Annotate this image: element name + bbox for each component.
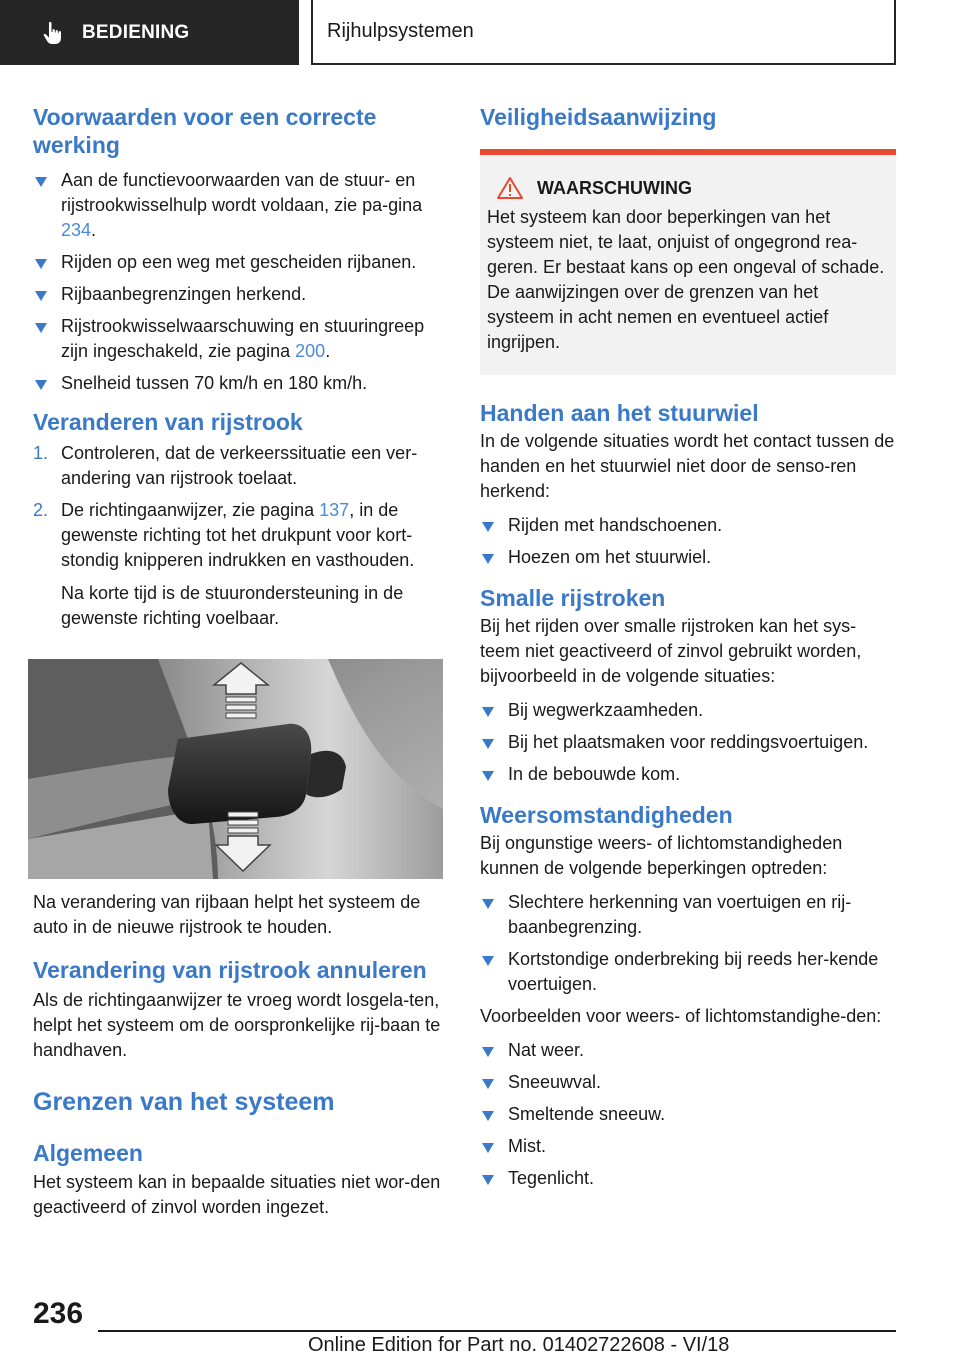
step-note: Na korte tijd is de stuurondersteuning in de gewenste richting voelbaar.	[61, 583, 404, 628]
weather-list	[480, 890, 896, 997]
conditions-list	[33, 168, 446, 396]
item-text-tail: .	[325, 341, 331, 361]
step-item	[33, 498, 446, 573]
footer-rule	[98, 1330, 896, 1332]
warning-box	[480, 149, 896, 375]
item-text: Rijden met handschoenen.	[508, 515, 723, 535]
hands-text: In de volgende situaties wordt het contact tussen de handen en het stuurwiel niet door de senso-ren herkend:	[480, 431, 895, 501]
item-text: Smeltende sneeuw.	[508, 1104, 666, 1124]
item-text: Controleren, dat de verkeerssituatie een ver-andering van rijstrook toelaat.	[61, 443, 418, 488]
examples-text: Voorbeelden voor weers- of lichtomstandighe-den:	[480, 1006, 882, 1026]
item-text: Rijstrookwisselwaarschuwing en stuuringreep zijn ingeschakeld, zie pagina	[61, 316, 425, 361]
left-column-lower	[33, 890, 446, 1220]
list-item	[480, 890, 896, 940]
list-item	[480, 513, 896, 538]
item-text: Rijden op een weg met gescheiden rijbanen.	[61, 252, 417, 272]
after-image-text: Na verandering van rijbaan helpt het systeem de auto in de nieuwe rijstrook te houden.	[33, 892, 421, 937]
list-item	[33, 314, 446, 364]
item-text: Slechtere herkenning van voertuigen en rij-baanbegrenzing.	[508, 892, 852, 937]
item-text: Bij het plaatsmaken voor reddingsvoertuigen.	[508, 732, 869, 752]
chapter-tab	[311, 0, 896, 65]
warning-title: WAARSCHUWING	[537, 177, 692, 198]
hand-icon	[40, 20, 66, 46]
list-item	[33, 250, 446, 275]
left-column	[33, 100, 446, 631]
list-item	[33, 371, 446, 396]
item-text-tail: , in de gewenste richting tot het drukpunt voor kort-stondig knipperen indrukken en vasthouden.	[61, 500, 415, 570]
cancel-text: Als de richtingaanwijzer te vroeg wordt losgela-ten, helpt het systeem om de oorspronkelijke rij-baan te handhaven.	[33, 990, 441, 1060]
item-text: Aan de functievoorwaarden van de stuur- en rijstrookwisselhulp wordt voldaan, zie pa-gina	[61, 170, 423, 215]
weather-text: Bij ongunstige weers- of lichtomstandigheden kunnen de volgende beperkingen optreden:	[480, 833, 843, 878]
chapter-title: Rijhulpsystemen	[327, 20, 474, 42]
item-text-tail: .	[91, 220, 97, 240]
edition-text: Online Edition for Part no. 01402722608 - VI/18	[308, 1334, 730, 1356]
list-item	[480, 762, 896, 787]
page-reference-link[interactable]: 137	[319, 500, 350, 520]
step-item	[33, 441, 446, 491]
warning-title-row	[487, 177, 888, 199]
item-text: Rijbaanbegrenzingen herkend.	[61, 284, 307, 304]
warning-triangle-icon	[497, 177, 523, 199]
item-text: Kortstondige onderbreking bij reeds her-kende voertuigen.	[508, 949, 879, 994]
list-item	[480, 698, 896, 723]
page-reference-link[interactable]: 234	[61, 220, 92, 240]
narrow-list	[480, 698, 896, 787]
item-text: In de bebouwde kom.	[508, 764, 681, 784]
step-number: 2.	[33, 500, 49, 520]
right-column	[480, 100, 896, 1191]
steps-list	[33, 441, 446, 573]
warning-text: Het systeem kan door beperkingen van het systeem niet, te laat, onjuist of ongegrond rea-geren. Er bestaat kans op een ongeval of schade. De aanwijzingen over de grenzen van het systeem in acht nemen en eventueel actief ingrijpen.	[487, 207, 885, 352]
list-item	[33, 168, 446, 243]
heading-conditions: Voorwaarden voor een correcte werking	[33, 104, 377, 158]
list-item	[480, 730, 896, 755]
heading-general: Algemeen	[33, 1140, 143, 1166]
list-item	[480, 545, 896, 570]
section-tab	[0, 0, 299, 65]
heading-weather: Weersomstandigheden	[480, 802, 733, 828]
hands-list	[480, 513, 896, 570]
item-text: Mist.	[508, 1136, 546, 1156]
step-number: 1.	[33, 443, 49, 463]
turn-signal-lever-photo	[28, 659, 443, 879]
list-item	[480, 1038, 896, 1063]
item-text: Bij wegwerkzaamheden.	[508, 700, 704, 720]
heading-cancel: Verandering van rijstrook annuleren	[33, 957, 427, 983]
heading-narrow: Smalle rijstroken	[480, 585, 666, 611]
item-text: De richtingaanwijzer, zie pagina	[61, 500, 320, 520]
item-text: Sneeuwval.	[508, 1072, 602, 1092]
list-item	[480, 1134, 896, 1159]
heading-hands: Handen aan het stuurwiel	[480, 400, 759, 426]
list-item	[480, 1102, 896, 1127]
item-text: Nat weer.	[508, 1040, 585, 1060]
general-text: Het systeem kan in bepaalde situaties niet wor-den geactiveerd of zinvol worden ingezet.	[33, 1172, 441, 1217]
page-reference-link[interactable]: 200	[295, 341, 326, 361]
list-item	[480, 947, 896, 997]
list-item	[480, 1166, 896, 1191]
narrow-text: Bij het rijden over smalle rijstroken kan het sys-teem niet geactiveerd of zinvol gebruikt worden, bijvoorbeeld in de volgende situaties:	[480, 616, 862, 686]
section-title: BEDIENING	[82, 21, 190, 43]
list-item	[33, 282, 446, 307]
heading-safety: Veiligheidsaanwijzing	[480, 104, 717, 130]
item-text: Snelheid tussen 70 km/h en 180 km/h.	[61, 373, 368, 393]
heading-change-lane: Veranderen van rijstrook	[33, 409, 303, 435]
examples-list	[480, 1038, 896, 1191]
item-text: Tegenlicht.	[508, 1168, 595, 1188]
page-number: 236	[33, 1297, 84, 1330]
heading-limits: Grenzen van het systeem	[33, 1088, 335, 1116]
item-text: Hoezen om het stuurwiel.	[508, 547, 712, 567]
list-item	[480, 1070, 896, 1095]
